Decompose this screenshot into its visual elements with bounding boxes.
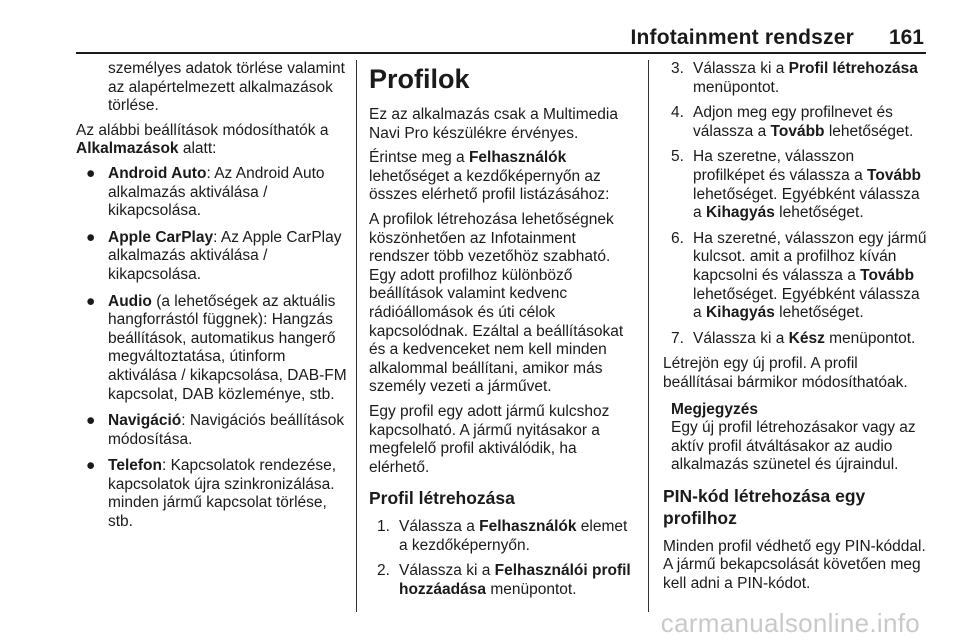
paragraph: Minden profil védhető egy PIN-kóddal. A jármű bekapcsolását követően meg kell adni a PIN-kódot.	[663, 537, 926, 593]
list-item: 2. Válassza ki a Felhasználói profil hozzáadása menüpontot.	[377, 562, 631, 599]
steps-list	[369, 518, 637, 599]
paragraph: Érintse meg a Felhasználók lehetőséget a kezdőképernyőn az összes elérhető profil listázásához:	[369, 149, 610, 204]
apps-intro: Az alábbi beállítások módosíthatók a Alkalmazások alatt:	[76, 121, 329, 158]
note-text: Egy új profil létrehozásakor vagy az aktív profil átváltásakor az audio alkalmazás szünetel és újraindul.	[671, 419, 916, 474]
paragraph: A profilok létrehozása lehetőségnek köszönhetően az Infotainment rendszer több vezetőhöz szabható. Egy adott profilhoz különböző beállítások valamint kedvenc rádióállomások és úti célok kapcsolódnak. Ezáltal a beállításokat és a kedvenceket nem kell minden alkalommal beállítani, amikor más személy vezeti a járművet.	[369, 210, 624, 396]
column-2	[369, 60, 637, 607]
list-item: 4. Adjon meg egy profilnevet és válassza a Tovább lehetőséget.	[671, 104, 914, 140]
page-header	[76, 0, 926, 52]
paragraph: Egy profil egy adott jármű kulcshoz kapcsolható. A jármű nyitásakor a megfelelő profil aktiválódik, ha elérhető.	[369, 402, 610, 476]
header-divider	[76, 52, 926, 54]
list-item: ● Android Auto: Az Android Auto alkalmazás aktiválása / kikapcsolása.	[86, 164, 325, 220]
paragraph: Létrejön egy új profil. A profil beállításai bármikor módosíthatóak.	[663, 355, 908, 391]
note-box	[663, 401, 929, 475]
section-heading-profiles: Profilok	[369, 64, 470, 94]
paragraph: Ez az alkalmazás csak a Multimedia Navi Pro készülékre érvényes.	[369, 106, 618, 142]
list-item: ● Navigáció: Navigációs beállítások módosítása.	[86, 412, 345, 448]
column-divider-1	[356, 60, 357, 612]
list-item: 6. Ha szeretné, válasszon egy jármű kulcsot. amit a profilhoz kíván kapcsolni és válassza a Tovább lehetőséget. Egyébként válassza a Kihagyás lehetőséget.	[671, 229, 927, 322]
list-item: ● Telefon: Kapcsolatok rendezése, kapcsolatok újra szinkronizálása. minden jármű kapcsolat törlése, stb.	[86, 457, 337, 531]
subheading-create-profile: Profil létrehozása	[369, 488, 515, 509]
column-3	[663, 60, 929, 600]
list-item: 7. Válassza ki a Kész menüpontot.	[671, 329, 916, 347]
column-1	[76, 60, 348, 540]
list-item: 1. Válassza a Felhasználók elemet a kezdőképernyőn.	[377, 518, 628, 554]
steps-list	[663, 60, 929, 348]
watermark: carmanualsonline.info	[660, 608, 920, 638]
list-item: ● Apple CarPlay: Az Apple CarPlay alkalmazás aktiválása / kikapcsolása.	[86, 228, 342, 283]
list-item: 5. Ha szeretne, válasszon profilképet és válassza a Tovább lehetőséget. Egyébként válassza a Kihagyás lehetőséget.	[671, 148, 922, 222]
note-title: Megjegyzés	[671, 400, 759, 418]
section-title: Infotainment rendszer	[630, 26, 854, 49]
column-divider-2	[648, 60, 649, 612]
list-item: ● Audio (a lehetőségek az aktuális hangforrástól függnek): Hangzás beállítások, automatikus hangerő megváltoztatása, útinform aktiválása / kikapcsolása, DAB-FM kapcsolat, DAB közleménye, stb.	[86, 292, 347, 403]
apps-settings-list	[76, 165, 348, 532]
page-number: 161	[888, 26, 924, 49]
list-item: 3. Válassza ki a Profil létrehozása menüpontot.	[671, 60, 918, 96]
subheading-pin: PIN-kód létrehozása egy profilhoz	[663, 485, 866, 528]
continued-text: személyes adatok törlése valamint az alapértelmezett alkalmazások törlése.	[108, 60, 345, 115]
